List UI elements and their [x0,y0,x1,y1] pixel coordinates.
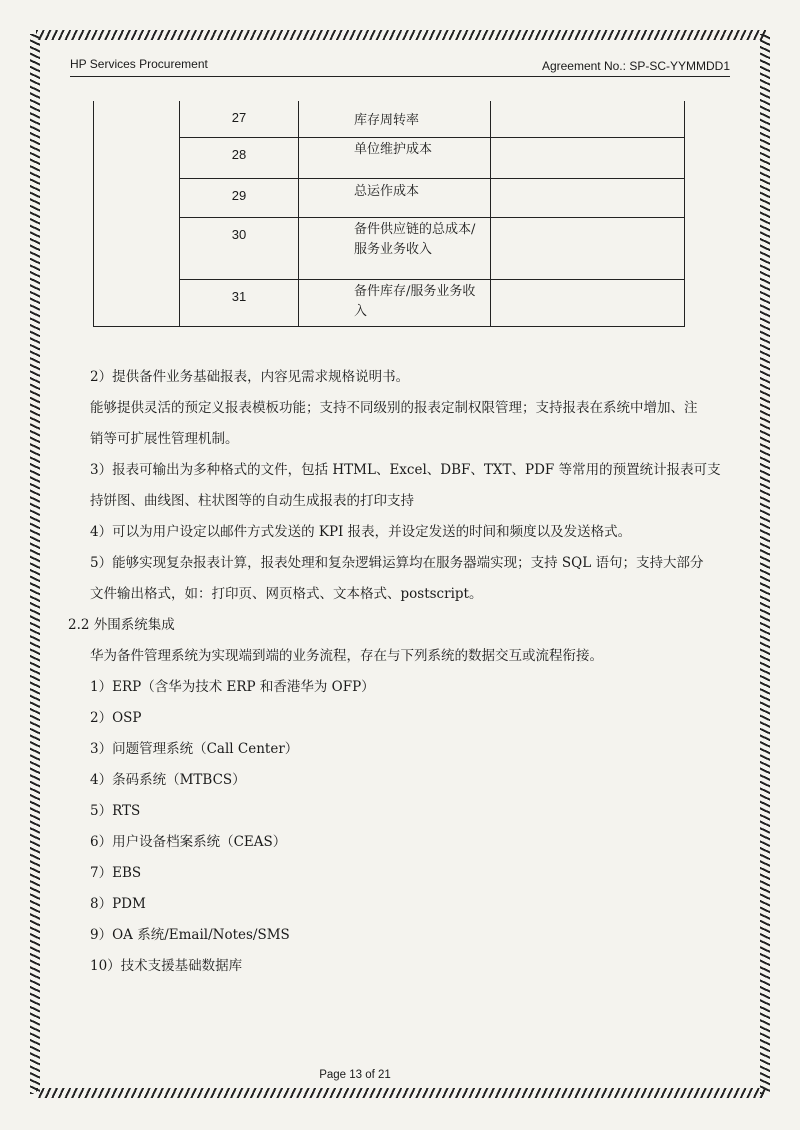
paragraph: 3）报表可输出为多种格式的文件，包括 HTML、Excel、DBF、TXT、PDF 等常用的预置统计报表可支 [90,462,721,478]
paragraph: 销等可扩展性管理机制。 [90,431,239,447]
list-item: 2）OSP [90,710,142,726]
paragraph: 文件输出格式，如：打印页、网页格式、文本格式、postscript。 [90,586,483,602]
row-metric [299,217,491,279]
list-item: 7）EBS [90,865,142,881]
metric-line: 库存周转率 [354,113,420,128]
row-number: 30 [180,217,299,279]
paragraph: 能够提供灵活的预定义报表模板功能；支持不同级别的报表定制权限管理；支持报表在系统中增加、注 [90,400,698,416]
row-metric [299,101,491,137]
metric-line: 服务业务收入 [354,241,433,257]
decorative-border-right [760,34,770,1094]
list-item: 3）问题管理系统（Call Center） [90,741,299,757]
list-item: 10）技术支援基础数据库 [90,958,243,974]
row-value [491,217,685,279]
page-footer: Page 13 of 21 [319,1069,391,1081]
section-heading: 2.2 外围系统集成 [68,617,175,633]
list-item: 8）PDM [90,896,146,912]
metric-line: 备件库存/服务业务收 [354,283,476,299]
row-value [491,178,685,217]
metric-line: 备件供应链的总成本/ [354,221,476,237]
metric-line: 入 [354,303,368,319]
table-row [94,279,685,326]
paragraph: 持饼图、曲线图、柱状图等的自动生成报表的打印支持 [90,493,414,509]
list-item: 6）用户设备档案系统（CEAS） [90,834,287,850]
row-value [491,279,685,326]
kpi-table [93,101,685,327]
decorative-border-bottom [36,1088,766,1098]
row-metric [299,178,491,217]
row-number: 31 [180,279,299,326]
header-company: HP Services Procurement [70,57,208,71]
table-row [94,217,685,279]
table-row [94,137,685,178]
list-item: 5）RTS [90,803,141,819]
row-number: 27 [180,101,299,137]
table-row [94,101,685,137]
decorative-border-top [36,30,766,40]
paragraph: 5）能够实现复杂报表计算，报表处理和复杂逻辑运算均在服务器端实现；支持 SQL 语句；支持大部分 [90,555,704,571]
metric-line: 单位维护成本 [354,141,433,157]
table-row [94,178,685,217]
list-item: 9）OA 系统/Email/Notes/SMS [90,927,290,943]
row-number: 28 [180,137,299,178]
row-metric [299,137,491,178]
paragraph: 华为备件管理系统为实现端到端的业务流程，存在与下列系统的数据交互或流程衔接。 [90,648,603,664]
paragraph: 4）可以为用户设定以邮件方式发送的 KPI 报表，并设定发送的时间和频度以及发送格式。 [90,524,632,540]
list-item: 1）ERP（含华为技术 ERP 和香港华为 OFP） [90,679,375,695]
page-header [70,56,730,77]
paragraph: 2）提供备件业务基础报表，内容见需求规格说明书。 [90,369,410,385]
row-value [491,137,685,178]
row-value [491,101,685,137]
metric-line: 总运作成本 [354,183,420,199]
header-agreement-number: Agreement No.: SP-SC-YYMMDD1 [541,59,730,73]
row-number: 29 [180,178,299,217]
decorative-border-left [30,34,40,1094]
row-metric [299,279,491,326]
body-text [68,362,730,982]
list-item: 4）条码系统（MTBCS） [90,772,246,788]
table-blank-column [94,101,180,326]
